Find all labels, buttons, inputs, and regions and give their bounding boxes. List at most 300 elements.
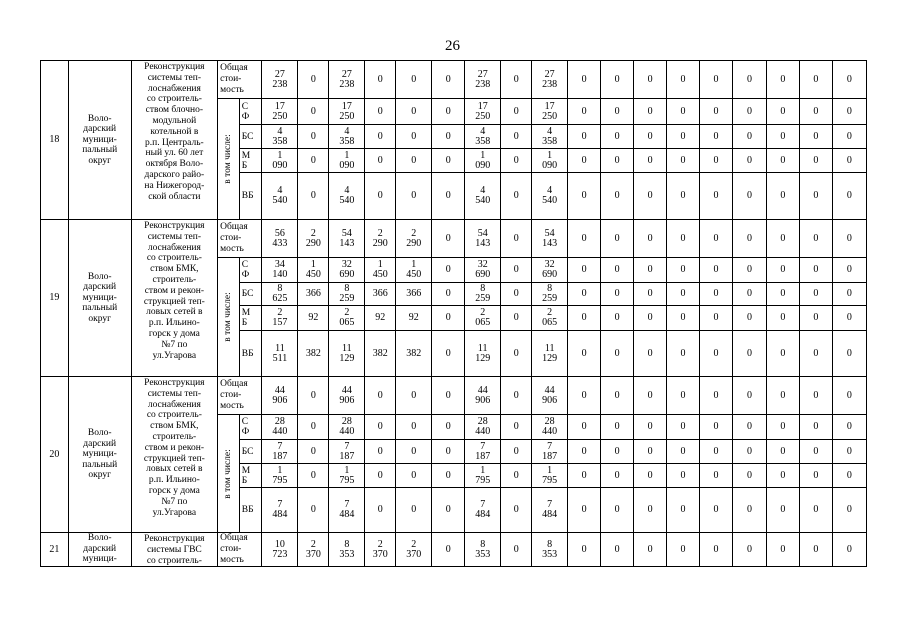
total-value-cell: 0 <box>700 220 733 258</box>
value-part: 723 <box>272 548 288 560</box>
municipality-line: дарский <box>83 438 117 449</box>
source-value-cell: 0 <box>396 440 432 464</box>
source-value-cell: 0 <box>365 464 396 488</box>
total-value-cell: 0 <box>501 220 532 258</box>
source-value-cell: 0 <box>700 258 733 283</box>
value-part: 8 <box>547 283 553 294</box>
total-value-cell: 0 <box>601 377 634 415</box>
value-part: 358 <box>475 135 491 147</box>
source-value-cell: 0 <box>568 258 601 283</box>
source-value-cell <box>329 149 365 173</box>
value-part: 625 <box>272 293 288 304</box>
total-value-cell: 0 <box>832 533 866 567</box>
total-value-cell: 0 <box>766 61 799 99</box>
source-value-cell: 0 <box>766 149 799 173</box>
value-part: 11 <box>544 342 555 354</box>
value-part: 540 <box>339 195 355 206</box>
value-part: 4 <box>277 185 283 196</box>
source-value-cell: 0 <box>766 415 799 440</box>
including-label: в том числе: <box>223 134 234 184</box>
source-value-cell <box>532 440 568 464</box>
source-value-cell: 0 <box>298 99 329 125</box>
source-value-cell: 0 <box>396 415 432 440</box>
value-part: 4 <box>277 125 283 137</box>
source-value-cell: 0 <box>799 99 832 125</box>
total-value-cell: 0 <box>298 61 329 99</box>
source-value-cell: 0 <box>832 99 866 125</box>
funding-source-line: Ф <box>241 111 250 122</box>
value-part: 065 <box>339 317 355 328</box>
value-part: 358 <box>542 135 558 147</box>
total-value-cell <box>329 533 365 567</box>
project-line: модульной <box>152 115 197 126</box>
total-value-cell <box>532 220 568 258</box>
value-part: 2 <box>411 538 417 550</box>
municipality-line: муници- <box>82 292 117 303</box>
total-cost-label-line: мость <box>220 244 244 254</box>
funding-source-line: БС <box>241 289 254 299</box>
source-value-cell: 0 <box>568 488 601 533</box>
value-part: 370 <box>305 548 321 560</box>
value-part: 065 <box>542 317 558 328</box>
value-part: 795 <box>542 474 558 486</box>
total-value-cell: 0 <box>700 377 733 415</box>
source-value-cell: 0 <box>832 125 866 149</box>
source-value-cell: 0 <box>568 464 601 488</box>
total-value-cell <box>262 61 298 99</box>
value-part: 358 <box>272 135 288 147</box>
source-value-cell <box>262 488 298 533</box>
value-part: 7 <box>277 440 283 452</box>
value-part: 290 <box>406 237 422 249</box>
source-value-cell: 0 <box>799 149 832 173</box>
source-value-cell: 0 <box>766 173 799 220</box>
value-part: 484 <box>272 509 288 520</box>
municipality-line: Воло- <box>87 271 112 282</box>
source-value-cell: 0 <box>501 283 532 306</box>
source-value-cell: 0 <box>700 488 733 533</box>
source-value-cell: 0 <box>766 258 799 283</box>
source-value-cell: 0 <box>799 306 832 331</box>
project-line: системы ГВС <box>146 544 202 555</box>
source-value-cell: 0 <box>601 149 634 173</box>
project-line: струкцией теп- <box>143 453 205 464</box>
source-value-cell <box>465 415 501 440</box>
project-line: ный ул. 60 лет <box>145 148 204 159</box>
source-value-cell: 0 <box>396 173 432 220</box>
value-part: 44 <box>274 384 285 396</box>
value-part: 44 <box>544 384 555 396</box>
value-part: 187 <box>475 450 491 462</box>
total-cost-label-line: Общая <box>220 379 248 389</box>
project-line: со строитель- <box>146 410 202 421</box>
value-part: 129 <box>475 352 491 364</box>
value-part: 450 <box>406 269 422 280</box>
value-part: 440 <box>272 426 288 437</box>
total-value-cell <box>465 61 501 99</box>
value-part: 484 <box>475 509 491 520</box>
municipality-line: дарский <box>83 543 117 554</box>
source-value-cell: 92 <box>396 306 432 331</box>
funding-source-name <box>239 258 262 283</box>
value-part: 7 <box>480 499 486 510</box>
source-value-cell <box>262 306 298 331</box>
municipality-line: дарский <box>83 124 117 135</box>
source-value-cell <box>532 331 568 377</box>
total-value-cell: 0 <box>501 61 532 99</box>
municipality-cell <box>68 61 131 220</box>
project-line: ством и рекон- <box>144 442 205 453</box>
total-cost-label <box>218 61 262 99</box>
value-part: 11 <box>477 342 488 354</box>
total-value-cell: 0 <box>432 377 465 415</box>
value-part: 27 <box>274 68 285 80</box>
project-line: ской области <box>148 191 201 202</box>
source-value-cell: 0 <box>634 331 667 377</box>
table-row <box>41 533 867 567</box>
project-line: лоснабжения <box>147 399 201 410</box>
source-value-cell <box>329 283 365 306</box>
source-value-cell <box>329 99 365 125</box>
source-value-cell: 0 <box>601 488 634 533</box>
source-value-cell <box>465 283 501 306</box>
value-part: 2 <box>411 227 417 239</box>
total-value-cell: 0 <box>634 533 667 567</box>
source-value-cell: 0 <box>501 440 532 464</box>
source-value-cell: 0 <box>667 440 700 464</box>
source-value-cell <box>532 464 568 488</box>
project-line: ул.Угарова <box>152 350 197 361</box>
source-value-cell: 0 <box>601 415 634 440</box>
total-value-cell: 0 <box>298 377 329 415</box>
value-part: 11 <box>342 342 352 354</box>
source-value-cell: 0 <box>667 488 700 533</box>
value-part: 7 <box>547 499 553 510</box>
source-value-cell: 0 <box>601 173 634 220</box>
value-part: 353 <box>475 548 491 560</box>
source-value-cell: 0 <box>700 173 733 220</box>
source-value-cell: 0 <box>700 464 733 488</box>
project-description-cell <box>131 533 218 567</box>
total-value-cell <box>298 220 329 258</box>
total-value-cell: 0 <box>568 533 601 567</box>
total-value-cell: 0 <box>667 533 700 567</box>
project-line: ством и рекон- <box>144 285 205 296</box>
source-value-cell: 0 <box>432 99 465 125</box>
source-value-cell: 0 <box>298 488 329 533</box>
source-value-cell <box>532 415 568 440</box>
value-part: 8 <box>344 283 350 294</box>
total-cost-label-line: Общая <box>220 222 248 232</box>
source-value-cell: 0 <box>799 440 832 464</box>
total-value-cell: 0 <box>732 61 766 99</box>
total-value-cell <box>262 377 298 415</box>
total-value-cell: 0 <box>832 61 866 99</box>
including-label-cell <box>218 99 240 220</box>
value-part: 129 <box>339 352 355 364</box>
source-value-cell: 0 <box>501 173 532 220</box>
municipality-line: муници- <box>82 554 117 564</box>
funding-source-line: С <box>241 260 249 270</box>
value-part: 32 <box>341 259 352 270</box>
source-value-cell <box>532 306 568 331</box>
value-part: 540 <box>475 195 491 206</box>
project-line: дарского райо- <box>144 169 205 180</box>
funding-source-name <box>239 306 262 331</box>
project-line: лоснабжения <box>147 242 201 253</box>
value-part: 140 <box>272 269 288 280</box>
value-part: 1 <box>547 149 553 161</box>
project-line: р.п. Ильино- <box>148 318 200 329</box>
total-cost-label-line: мость <box>220 85 244 95</box>
value-part: 7 <box>344 440 350 452</box>
value-part: 2 <box>480 307 486 318</box>
source-value-cell: 0 <box>432 464 465 488</box>
total-value-cell <box>365 533 396 567</box>
total-cost-label-line: стои- <box>220 74 242 84</box>
municipality-line: пальный <box>82 145 118 156</box>
total-value-cell: 0 <box>568 61 601 99</box>
total-value-cell: 0 <box>634 220 667 258</box>
source-value-cell <box>329 440 365 464</box>
value-part: 56 <box>274 227 285 239</box>
source-value-cell: 0 <box>732 488 766 533</box>
source-value-cell: 0 <box>298 464 329 488</box>
source-value-cell: 0 <box>732 464 766 488</box>
source-value-cell: 0 <box>365 173 396 220</box>
project-line: со строитель- <box>146 94 202 105</box>
funding-source-name <box>239 149 262 173</box>
source-value-cell: 0 <box>568 306 601 331</box>
value-part: 250 <box>339 110 355 122</box>
value-part: 259 <box>542 293 558 304</box>
value-part: 10 <box>274 538 285 550</box>
value-part: 7 <box>344 499 350 510</box>
value-part: 450 <box>305 269 321 280</box>
source-value-cell <box>465 173 501 220</box>
value-part: 28 <box>274 416 285 427</box>
source-value-cell: 0 <box>732 283 766 306</box>
source-value-cell: 0 <box>634 488 667 533</box>
total-value-cell <box>465 220 501 258</box>
value-part: 1 <box>277 464 283 476</box>
value-part: 7 <box>547 440 553 452</box>
value-part: 259 <box>475 293 491 304</box>
total-value-cell <box>329 377 365 415</box>
source-value-cell: 0 <box>601 283 634 306</box>
total-value-cell <box>396 220 432 258</box>
source-value-cell: 0 <box>501 331 532 377</box>
source-value-cell: 0 <box>832 283 866 306</box>
source-value-cell: 0 <box>396 99 432 125</box>
total-value-cell: 0 <box>832 377 866 415</box>
row-number: 21 <box>41 533 69 567</box>
funding-source-name <box>239 173 262 220</box>
value-part: 4 <box>344 185 350 196</box>
value-part: 450 <box>372 269 388 280</box>
source-value-cell: 0 <box>700 415 733 440</box>
total-value-cell: 0 <box>501 377 532 415</box>
source-value-cell: 0 <box>667 415 700 440</box>
project-line: ул.Угарова <box>152 507 197 518</box>
total-cost-label-line: мость <box>220 555 244 566</box>
source-value-cell <box>465 306 501 331</box>
project-line: системы теп- <box>147 388 201 399</box>
value-part: 28 <box>341 416 352 427</box>
total-value-cell: 0 <box>732 220 766 258</box>
total-value-cell <box>329 220 365 258</box>
source-value-cell <box>532 149 568 173</box>
funding-source-name <box>239 283 262 306</box>
source-value-cell: 0 <box>568 99 601 125</box>
source-value-cell: 0 <box>799 258 832 283</box>
project-line: котельной в <box>150 126 199 137</box>
total-value-cell: 0 <box>667 220 700 258</box>
value-part: 540 <box>542 195 558 206</box>
source-value-cell: 0 <box>432 331 465 377</box>
funding-source-line: БС <box>241 446 254 457</box>
value-part: 1 <box>377 259 383 270</box>
source-value-cell <box>298 258 329 283</box>
source-value-cell: 0 <box>799 415 832 440</box>
total-value-cell: 0 <box>732 533 766 567</box>
source-value-cell: 0 <box>732 173 766 220</box>
total-value-cell: 0 <box>365 61 396 99</box>
source-value-cell: 366 <box>365 283 396 306</box>
project-line: №7 по <box>161 496 188 507</box>
row-number: 20 <box>41 377 69 533</box>
source-value-cell: 0 <box>832 331 866 377</box>
total-value-cell: 0 <box>766 377 799 415</box>
source-value-cell: 0 <box>766 283 799 306</box>
total-value-cell: 0 <box>732 377 766 415</box>
funding-source-line: С <box>241 101 249 112</box>
source-value-cell: 0 <box>732 331 766 377</box>
project-description-cell <box>131 377 218 533</box>
source-value-cell: 0 <box>432 283 465 306</box>
funding-source-line: ВБ <box>241 191 254 201</box>
source-value-cell: 0 <box>667 99 700 125</box>
source-value-cell: 0 <box>601 99 634 125</box>
including-label: в том числе: <box>223 448 234 499</box>
source-value-cell: 0 <box>732 125 766 149</box>
funding-source-name <box>239 488 262 533</box>
value-part: 1 <box>480 464 486 476</box>
total-value-cell: 0 <box>601 61 634 99</box>
value-part: 690 <box>475 269 491 280</box>
value-part: 143 <box>475 237 491 249</box>
value-part: 187 <box>272 450 288 462</box>
funding-source-name <box>239 99 262 125</box>
total-value-cell <box>262 533 298 567</box>
value-part: 2 <box>547 307 553 318</box>
value-part: 238 <box>339 78 355 90</box>
source-value-cell: 0 <box>832 173 866 220</box>
funding-source-line: С <box>241 417 249 427</box>
value-part: 250 <box>542 110 558 122</box>
source-value-cell: 0 <box>766 464 799 488</box>
project-line: р.п. Ильино- <box>148 475 200 486</box>
page-number: 26 <box>445 38 460 54</box>
value-part: 27 <box>544 68 555 80</box>
source-value-cell <box>329 125 365 149</box>
project-line: ством блочно- <box>145 105 204 116</box>
municipality-cell <box>68 220 131 377</box>
source-value-cell: 0 <box>634 283 667 306</box>
total-value-cell: 0 <box>667 377 700 415</box>
value-part: 238 <box>542 78 558 90</box>
source-value-cell: 0 <box>766 488 799 533</box>
source-value-cell: 0 <box>396 488 432 533</box>
project-line: №7 по <box>161 339 188 350</box>
value-part: 2 <box>377 227 383 239</box>
source-value-cell <box>262 125 298 149</box>
value-part: 2 <box>310 227 316 239</box>
value-part: 540 <box>272 195 288 206</box>
source-value-cell <box>329 306 365 331</box>
source-value-cell: 0 <box>799 125 832 149</box>
source-value-cell: 0 <box>832 415 866 440</box>
source-value-cell: 0 <box>832 488 866 533</box>
source-value-cell: 0 <box>298 415 329 440</box>
total-value-cell: 0 <box>568 220 601 258</box>
total-value-cell: 0 <box>432 61 465 99</box>
source-value-cell <box>329 258 365 283</box>
value-part: 358 <box>339 135 355 147</box>
value-part: 4 <box>547 185 553 196</box>
project-line: Реконструкция <box>144 534 205 544</box>
municipality-line: Воло- <box>87 428 112 439</box>
value-part: 34 <box>274 259 285 270</box>
total-value-cell <box>532 377 568 415</box>
value-part: 090 <box>542 159 558 171</box>
source-value-cell: 0 <box>298 440 329 464</box>
source-value-cell: 0 <box>799 173 832 220</box>
source-value-cell: 0 <box>298 149 329 173</box>
total-cost-label-line: стои- <box>220 390 242 400</box>
value-part: 8 <box>277 283 283 294</box>
value-part: 065 <box>475 317 491 328</box>
source-value-cell: 0 <box>501 149 532 173</box>
source-value-cell: 382 <box>365 331 396 377</box>
total-value-cell: 0 <box>700 61 733 99</box>
total-value-cell: 0 <box>766 220 799 258</box>
total-value-cell: 0 <box>365 377 396 415</box>
total-value-cell: 0 <box>700 533 733 567</box>
total-value-cell: 0 <box>799 377 832 415</box>
source-value-cell: 92 <box>365 306 396 331</box>
project-line: р.п. Централь- <box>145 137 204 148</box>
value-part: 4 <box>344 125 350 137</box>
total-value-cell: 0 <box>799 533 832 567</box>
value-part: 54 <box>544 227 555 239</box>
total-value-cell <box>365 220 396 258</box>
source-value-cell: 0 <box>667 283 700 306</box>
source-value-cell: 0 <box>700 306 733 331</box>
source-value-cell: 0 <box>766 306 799 331</box>
source-value-cell: 0 <box>732 306 766 331</box>
value-part: 2 <box>277 307 283 318</box>
table-row <box>41 220 867 258</box>
source-value-cell <box>465 440 501 464</box>
value-part: 1 <box>411 259 417 270</box>
source-value-cell: 0 <box>396 464 432 488</box>
source-value-cell: 0 <box>298 173 329 220</box>
value-part: 250 <box>272 110 288 122</box>
value-part: 28 <box>477 416 488 427</box>
source-value-cell <box>532 488 568 533</box>
source-value-cell: 0 <box>568 149 601 173</box>
